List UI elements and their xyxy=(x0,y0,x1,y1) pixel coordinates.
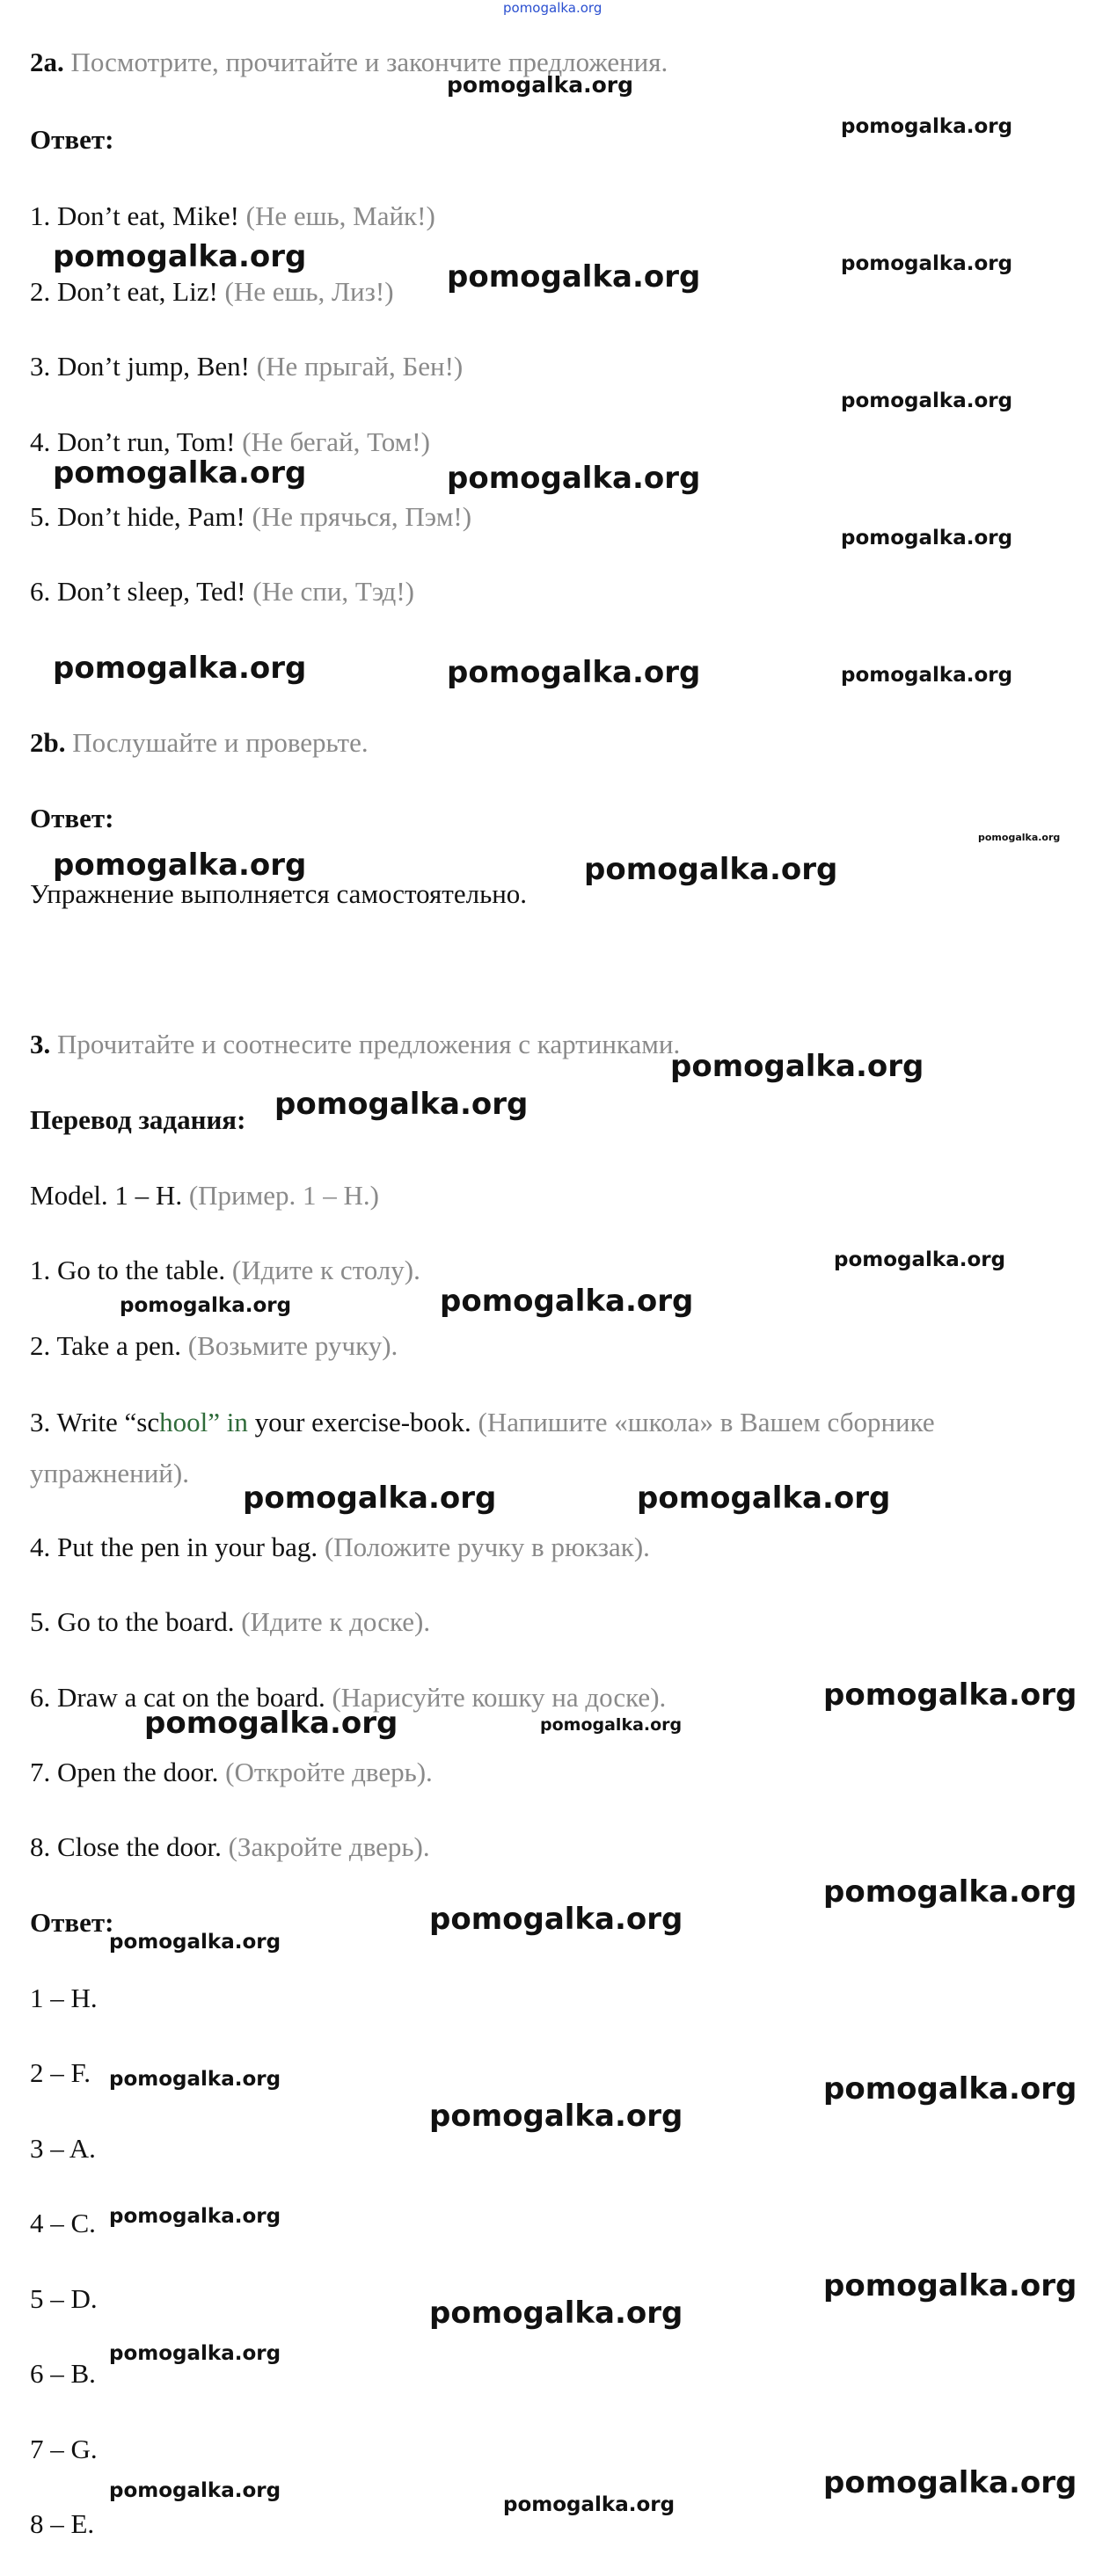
task-line xyxy=(30,1830,430,1864)
watermark-text: pomogalka.org xyxy=(823,2268,1077,2303)
watermark-text: pomogalka.org xyxy=(584,852,838,887)
english-sentence: 2. Take a pen. xyxy=(30,1330,181,1361)
answer-label: Ответ: xyxy=(30,1907,114,1938)
watermark-text: pomogalka.org xyxy=(841,389,1013,412)
english-sentence: 1. Go to the table. xyxy=(30,1255,226,1285)
english-sentence: 1. Don’t eat, Mike! xyxy=(30,200,239,231)
watermark-text: pomogalka.org xyxy=(53,651,307,686)
answer-item: 2 – F. xyxy=(30,2057,91,2088)
watermark-text: pomogalka.org xyxy=(823,2071,1077,2107)
task-line xyxy=(30,1756,433,1789)
model-line xyxy=(30,1179,379,1212)
exercise-task: Посмотрите, прочитайте и закончите предложения. xyxy=(70,47,668,77)
answer-line xyxy=(30,575,414,608)
russian-translation: (Закройте дверь). xyxy=(228,1831,430,1862)
task-line xyxy=(30,1254,420,1287)
watermark-text: pomogalka.org xyxy=(120,1294,292,1317)
watermark-text: pomogalka.org xyxy=(823,1677,1077,1713)
answer-line xyxy=(30,500,471,534)
english-sentence: 6. Draw a cat on the board. xyxy=(30,1682,325,1713)
russian-translation: (Возьмите ручку). xyxy=(187,1330,398,1361)
exercise-task: Прочитайте и соотнесите предложения с картинками. xyxy=(57,1029,681,1059)
exercise-number: 3. xyxy=(30,1029,51,1059)
watermark-text: pomogalka.org xyxy=(53,455,307,491)
watermark-text: pomogalka.org xyxy=(144,1706,398,1741)
russian-translation: (Не бегай, Том!) xyxy=(242,426,430,457)
task-line xyxy=(30,1605,430,1639)
exercise-3-heading xyxy=(30,1028,680,1061)
top-watermark: pomogalka.org xyxy=(503,0,602,16)
english-sentence: 3. Don’t jump, Ben! xyxy=(30,351,250,382)
russian-translation: (Идите к столу). xyxy=(231,1255,420,1285)
watermark-text: pomogalka.org xyxy=(447,655,701,690)
watermark-text: pomogalka.org xyxy=(53,848,307,883)
answer-label: Ответ: xyxy=(30,803,114,833)
english-sentence-part: your exercise-book. xyxy=(247,1407,471,1437)
watermark-text: pomogalka.org xyxy=(109,2068,281,2091)
english-sentence: 8. Close the door. xyxy=(30,1831,222,1862)
watermark-text: pomogalka.org xyxy=(243,1481,497,1516)
watermark-text: pomogalka.org xyxy=(670,1049,924,1084)
answer-item: 7 – G. xyxy=(30,2434,98,2464)
task-line xyxy=(30,1397,1068,1499)
watermark-text: pomogalka.org xyxy=(440,1284,694,1319)
watermark-text: pomogalka.org xyxy=(447,461,701,496)
english-sentence: 2. Don’t eat, Liz! xyxy=(30,276,218,307)
exercise-task: Послушайте и проверьте. xyxy=(72,727,369,758)
russian-translation: (Не спи, Тэд!) xyxy=(252,576,414,607)
watermark-text: pomogalka.org xyxy=(503,2493,675,2516)
answer-item: 1 – H. xyxy=(30,1983,98,2013)
watermark-text: pomogalka.org xyxy=(109,2342,281,2365)
answer-text: Упражнение выполняется самостоятельно. xyxy=(30,878,528,909)
russian-translation: (Идите к доске). xyxy=(241,1606,431,1637)
english-sentence: 7. Open the door. xyxy=(30,1757,219,1787)
answer-line xyxy=(30,275,394,309)
watermark-text: pomogalka.org xyxy=(429,2296,683,2331)
english-sentence: 4. Put the pen in your bag. xyxy=(30,1532,318,1562)
english-sentence-part: 3. Write “sc xyxy=(30,1407,160,1437)
task-line xyxy=(30,1531,650,1564)
watermark-text: pomogalka.org xyxy=(109,2205,281,2228)
watermark-text: pomogalka.org xyxy=(429,2099,683,2134)
russian-translation: (Откройте дверь). xyxy=(225,1757,433,1787)
watermark-text: pomogalka.org xyxy=(841,115,1013,138)
english-sentence: Model. 1 – H. xyxy=(30,1180,183,1211)
watermark-text: pomogalka.org xyxy=(637,1481,891,1516)
answer-item: 4 – C. xyxy=(30,2208,96,2238)
answer-item: 6 – B. xyxy=(30,2358,96,2389)
watermark-text: pomogalka.org xyxy=(540,1715,683,1735)
answer-line xyxy=(30,350,463,383)
russian-translation: (Не прыгай, Бен!) xyxy=(256,351,464,382)
russian-translation: (Не ешь, Лиз!) xyxy=(224,276,394,307)
watermark-text: pomogalka.org xyxy=(274,1087,529,1122)
watermark-text: pomogalka.org xyxy=(841,527,1013,549)
russian-translation: (Положите ручку в рюкзак). xyxy=(324,1532,650,1562)
watermark-text: pomogalka.org xyxy=(109,2479,281,2502)
watermark-text: pomogalka.org xyxy=(841,664,1013,687)
russian-translation: (Не прячься, Пэм!) xyxy=(252,501,472,532)
russian-translation: (Напишите «школа» в Вашем сборнике упражнений). xyxy=(30,1407,935,1488)
watermark-text: pomogalka.org xyxy=(834,1248,1006,1271)
answer-item: 3 – A. xyxy=(30,2133,96,2164)
russian-translation: (Пример. 1 – H.) xyxy=(188,1180,379,1211)
watermark-text: pomogalka.org xyxy=(53,239,307,274)
watermark-text: pomogalka.org xyxy=(823,2465,1077,2500)
watermark-text: pomogalka.org xyxy=(447,72,634,98)
watermark-text: pomogalka.org xyxy=(429,1902,683,1937)
answer-item: 8 – E. xyxy=(30,2508,95,2539)
exercise-number: 2b. xyxy=(30,727,66,758)
answer-label: Ответ: xyxy=(30,124,114,155)
watermark-text: pomogalka.org xyxy=(447,259,701,295)
watermark-text: pomogalka.org xyxy=(978,832,1061,843)
english-sentence: 5. Go to the board. xyxy=(30,1606,235,1637)
answer-item: 5 – D. xyxy=(30,2283,98,2314)
watermark-text: pomogalka.org xyxy=(823,1874,1077,1910)
russian-translation: (Нарисуйте кошку на доске). xyxy=(332,1682,667,1713)
watermark-text: pomogalka.org xyxy=(841,252,1013,275)
answer-line xyxy=(30,426,430,459)
english-sentence-part: hool” in xyxy=(159,1407,248,1437)
answer-line xyxy=(30,200,435,233)
task-line xyxy=(30,1329,398,1363)
watermark-text: pomogalka.org xyxy=(109,1931,281,1954)
exercise-2b-heading xyxy=(30,726,369,760)
english-sentence: 4. Don’t run, Tom! xyxy=(30,426,236,457)
russian-translation: (Не ешь, Майк!) xyxy=(245,200,435,231)
exercise-number: 2a. xyxy=(30,47,64,77)
english-sentence: 5. Don’t hide, Pam! xyxy=(30,501,245,532)
translation-label: Перевод задания: xyxy=(30,1104,246,1135)
english-sentence: 6. Don’t sleep, Ted! xyxy=(30,576,246,607)
